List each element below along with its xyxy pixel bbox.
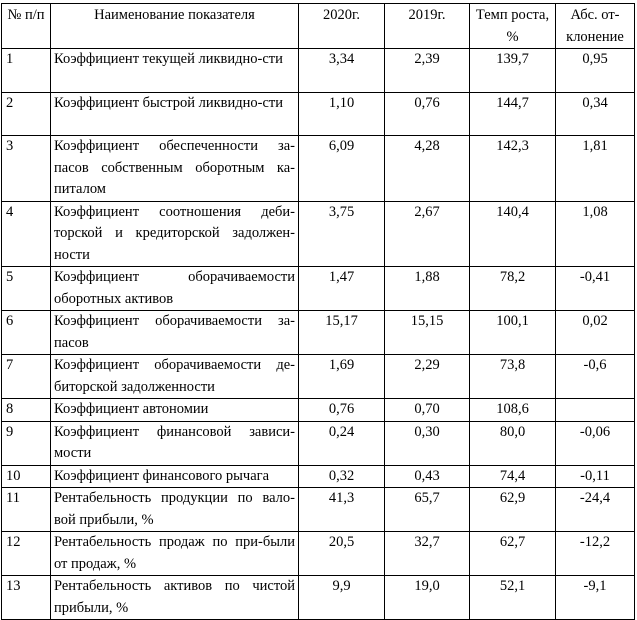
indicators-table <box>1 3 635 620</box>
row-2019: 65,7 <box>385 488 470 532</box>
row-num: 9 <box>2 421 51 465</box>
row-abs-deviation: 0,02 <box>556 311 635 355</box>
row-name: Коэффициент текущей ликвидно-сти <box>51 49 299 93</box>
row-2019: 0,30 <box>385 421 470 465</box>
row-num: 13 <box>2 576 51 620</box>
row-growth: 73,8 <box>470 355 556 399</box>
row-num: 12 <box>2 532 51 576</box>
row-2020: 0,76 <box>299 399 385 422</box>
row-name: Коэффициент быстрой ликвидно-сти <box>51 93 299 136</box>
row-name: Коэффициент оборачиваемости де-биторской задолженности <box>51 355 299 399</box>
row-num: 11 <box>2 488 51 532</box>
row-2019: 0,76 <box>385 93 470 136</box>
row-abs-deviation: 1,08 <box>556 201 635 267</box>
row-num: 4 <box>2 201 51 267</box>
row-abs-deviation: -0,11 <box>556 465 635 488</box>
row-abs-deviation: 0,95 <box>556 49 635 93</box>
header-name: Наименование показателя <box>51 4 299 49</box>
row-2019: 2,39 <box>385 49 470 93</box>
row-2020: 3,34 <box>299 49 385 93</box>
row-abs-deviation <box>556 399 635 422</box>
table-row <box>2 93 635 136</box>
row-growth: 62,9 <box>470 488 556 532</box>
row-2019: 19,0 <box>385 576 470 620</box>
row-growth: 142,3 <box>470 136 556 202</box>
row-growth: 62,7 <box>470 532 556 576</box>
table-row <box>2 49 635 93</box>
row-num: 7 <box>2 355 51 399</box>
table-row <box>2 488 635 532</box>
row-2019: 2,67 <box>385 201 470 267</box>
row-growth: 74,4 <box>470 465 556 488</box>
row-abs-deviation: 1,81 <box>556 136 635 202</box>
row-name: Рентабельность активов по чистой прибыли, % <box>51 576 299 620</box>
table-row <box>2 532 635 576</box>
row-growth: 78,2 <box>470 267 556 311</box>
row-name: Коэффициент автономии <box>51 399 299 422</box>
row-2019: 2,29 <box>385 355 470 399</box>
row-abs-deviation: -0,41 <box>556 267 635 311</box>
row-num: 5 <box>2 267 51 311</box>
table-row <box>2 421 635 465</box>
header-num: № п/п <box>2 4 51 49</box>
header-2020: 2020г. <box>299 4 385 49</box>
row-name: Коэффициент финансового рычага <box>51 465 299 488</box>
row-2019: 0,43 <box>385 465 470 488</box>
header-growth: Темп роста, % <box>470 4 556 49</box>
table-row <box>2 267 635 311</box>
row-2020: 0,32 <box>299 465 385 488</box>
row-2020: 1,69 <box>299 355 385 399</box>
row-name: Коэффициент финансовой зависи-мости <box>51 421 299 465</box>
row-growth: 52,1 <box>470 576 556 620</box>
row-abs-deviation: -9,1 <box>556 576 635 620</box>
table-header-row <box>2 4 635 49</box>
row-2019: 15,15 <box>385 311 470 355</box>
table-row <box>2 355 635 399</box>
row-2020: 6,09 <box>299 136 385 202</box>
row-2019: 4,28 <box>385 136 470 202</box>
row-num: 10 <box>2 465 51 488</box>
row-2020: 15,17 <box>299 311 385 355</box>
row-name: Коэффициент обеспеченности за-пасов собственным оборотным ка-питалом <box>51 136 299 202</box>
table-row <box>2 311 635 355</box>
row-abs-deviation: -24,4 <box>556 488 635 532</box>
row-2020: 1,47 <box>299 267 385 311</box>
row-2020: 1,10 <box>299 93 385 136</box>
row-2020: 20,5 <box>299 532 385 576</box>
row-num: 2 <box>2 93 51 136</box>
row-name: Коэффициент оборачиваемости оборотных активов <box>51 267 299 311</box>
row-num: 1 <box>2 49 51 93</box>
row-growth: 144,7 <box>470 93 556 136</box>
row-num: 6 <box>2 311 51 355</box>
row-abs-deviation: -12,2 <box>556 532 635 576</box>
row-growth: 80,0 <box>470 421 556 465</box>
row-abs-deviation: -0,6 <box>556 355 635 399</box>
row-num: 8 <box>2 399 51 422</box>
table-row <box>2 136 635 202</box>
row-name: Рентабельность продукции по вало-вой прибыли, % <box>51 488 299 532</box>
row-2020: 9,9 <box>299 576 385 620</box>
row-2019: 1,88 <box>385 267 470 311</box>
header-abs-deviation: Абс. от-клонение <box>556 4 635 49</box>
row-2019: 0,70 <box>385 399 470 422</box>
table-row <box>2 465 635 488</box>
table-row <box>2 399 635 422</box>
row-abs-deviation: 0,34 <box>556 93 635 136</box>
row-num: 3 <box>2 136 51 202</box>
row-growth: 100,1 <box>470 311 556 355</box>
row-name: Рентабельность продаж по при-были от продаж, % <box>51 532 299 576</box>
row-growth: 139,7 <box>470 49 556 93</box>
row-abs-deviation: -0,06 <box>556 421 635 465</box>
row-name: Коэффициент оборачиваемости за-пасов <box>51 311 299 355</box>
row-2020: 3,75 <box>299 201 385 267</box>
table-row <box>2 201 635 267</box>
row-growth: 140,4 <box>470 201 556 267</box>
header-2019: 2019г. <box>385 4 470 49</box>
row-growth: 108,6 <box>470 399 556 422</box>
row-name: Коэффициент соотношения деби-торской и кредиторской задолжен-ности <box>51 201 299 267</box>
row-2020: 41,3 <box>299 488 385 532</box>
row-2019: 32,7 <box>385 532 470 576</box>
row-2020: 0,24 <box>299 421 385 465</box>
